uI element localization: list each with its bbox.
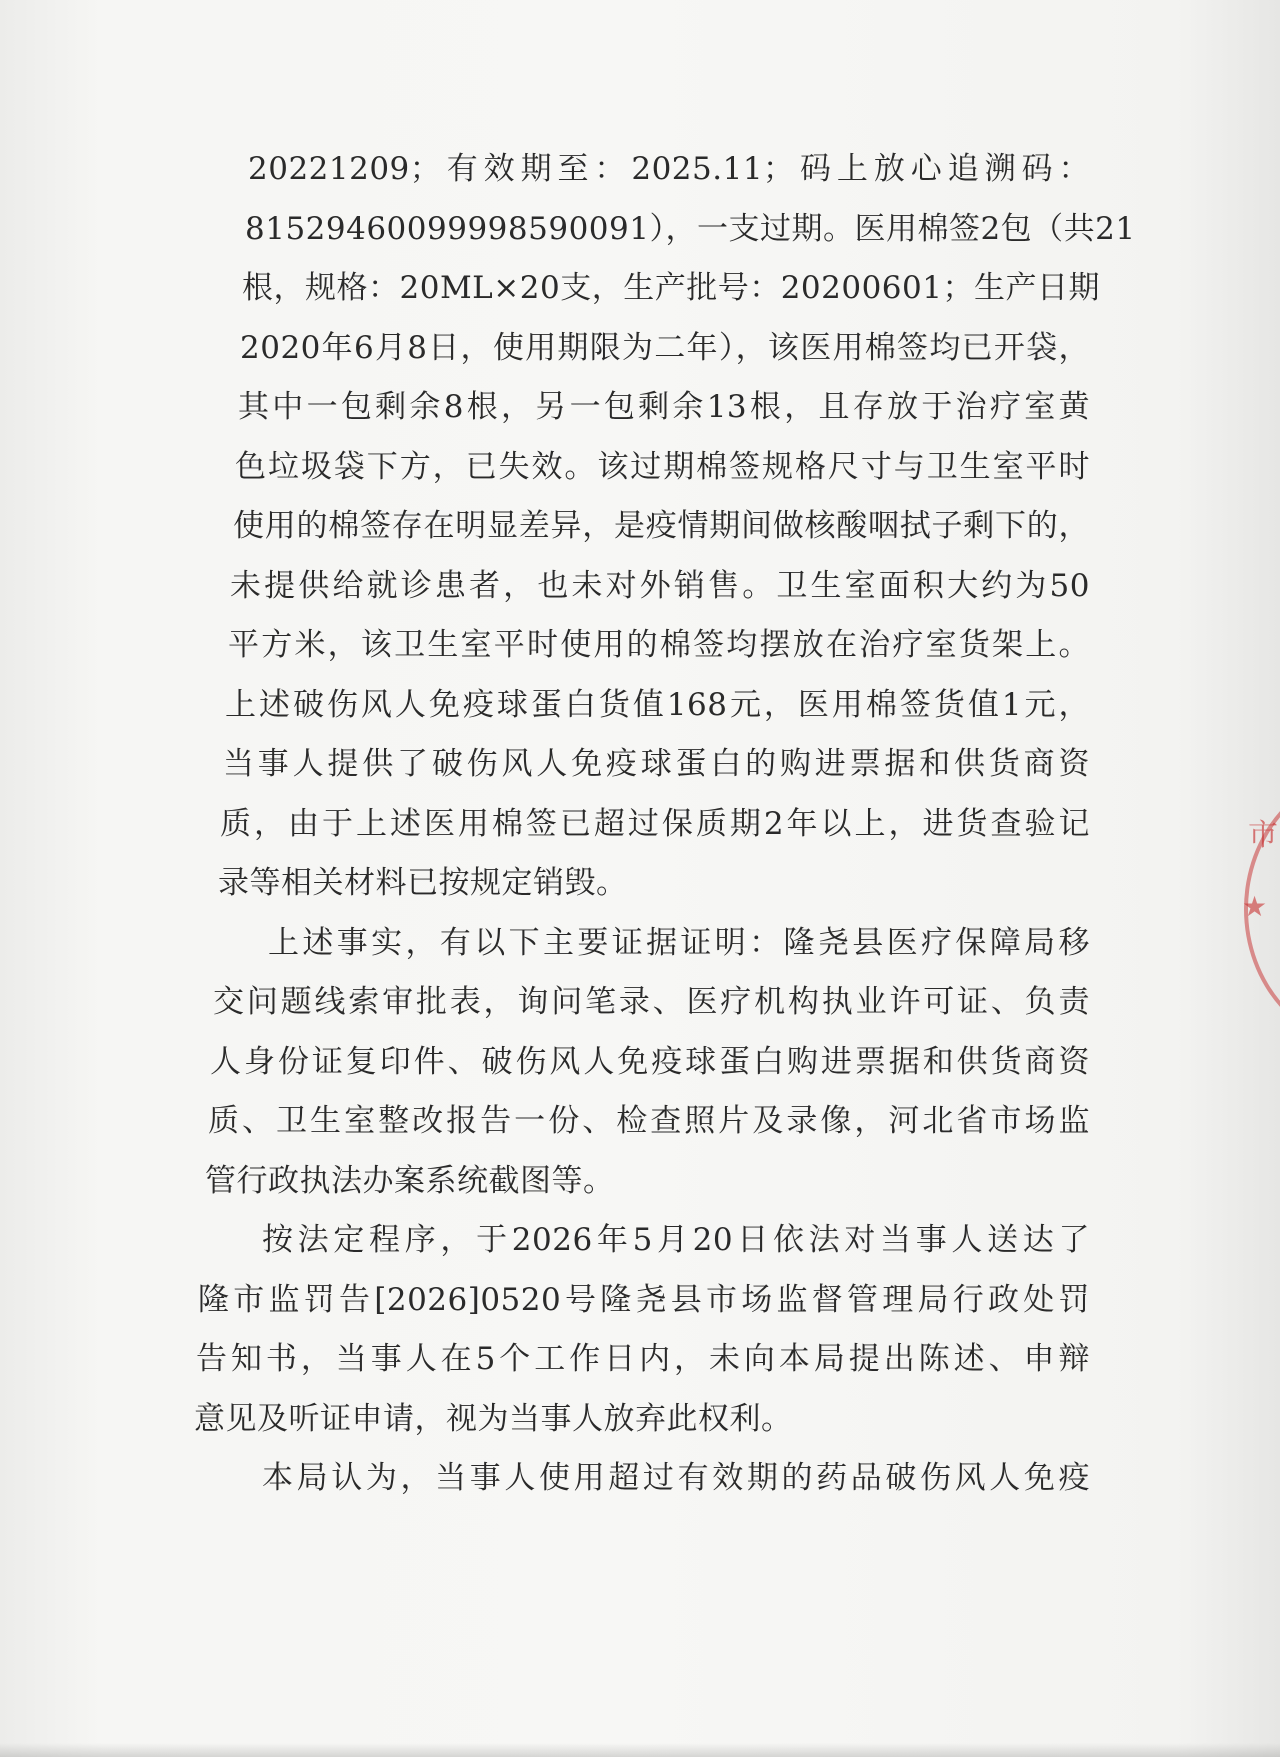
text-line: 上述破伤风人免疫球蛋白货值168元，医用棉签货值1元， [225,686,1090,723]
seal-character: 市 [1248,818,1278,853]
text-line: 人身份证复印件、破伤风人免疫球蛋白购进票据和供货商资 [210,1043,1090,1080]
text-line: 隆市监罚告[2026]0520号隆尧县市场监督管理局行政处罚 [198,1281,1090,1318]
paragraph-start: 按法定程序，于2026年5月20日依法对当事人送达了 [262,1222,1090,1258]
text-line: 使用的棉签存在明显差异，是疫情期间做核酸咽拭子剩下的， [233,508,1090,544]
text-line: 告知书，当事人在5个工作日内，未向本局提出陈述、申辩 [196,1341,1090,1377]
text-line: 平方米，该卫生室平时使用的棉签均摆放在治疗室货架上。 [228,627,1090,663]
text-line: 2020年6月8日，使用期限为二年），该医用棉签均已开袋， [240,329,1090,366]
text-line: 管行政执法办案系统截图等。 [205,1162,615,1199]
text-line: 未提供给就诊患者，也未对外销售。卫生室面积大约为50 [230,567,1090,604]
document-body [190,140,1136,1509]
text-line: 色垃圾袋下方，已失效。该过期棉签规格尺寸与卫生室平时 [235,448,1090,485]
paragraph-start: 本局认为，当事人使用超过有效期的药品破伤风人免疫 [262,1460,1090,1496]
text-line: 交问题线索审批表，询问笔录、医疗机构执业许可证、负责 [213,984,1090,1020]
text-line: 20221209；有效期至：2025.11；码上放心追溯码： [248,151,1090,187]
text-line: 质，由于上述医用棉签已超过保质期2年以上，进货查验记 [220,805,1090,842]
text-line: 意见及听证申请，视为当事人放弃此权利。 [194,1400,793,1437]
text-line: 根，规格：20ML×20支，生产批号：20200601；生产日期 [242,270,1100,306]
seal-star-icon: ★ [1242,890,1268,923]
paragraph-start: 上述事实，有以下主要证据证明：隆尧县医疗保障局移 [268,924,1090,961]
text-line: 当事人提供了破伤风人免疫球蛋白的购进票据和供货商资 [223,746,1090,782]
text-line: 录等相关材料已按规定销毁。 [218,865,628,901]
text-line: 其中一包剩余8根，另一包剩余13根，且存放于治疗室黄 [238,389,1090,425]
text-line: 81529460099998590091），一支过期。医用棉签2包（共21 [245,210,1136,247]
text-line: 质、卫生室整改报告一份、检查照片及录像，河北省市场监 [208,1103,1090,1139]
scan-edge-shadow [0,1743,1280,1757]
official-seal [1238,760,1280,1060]
